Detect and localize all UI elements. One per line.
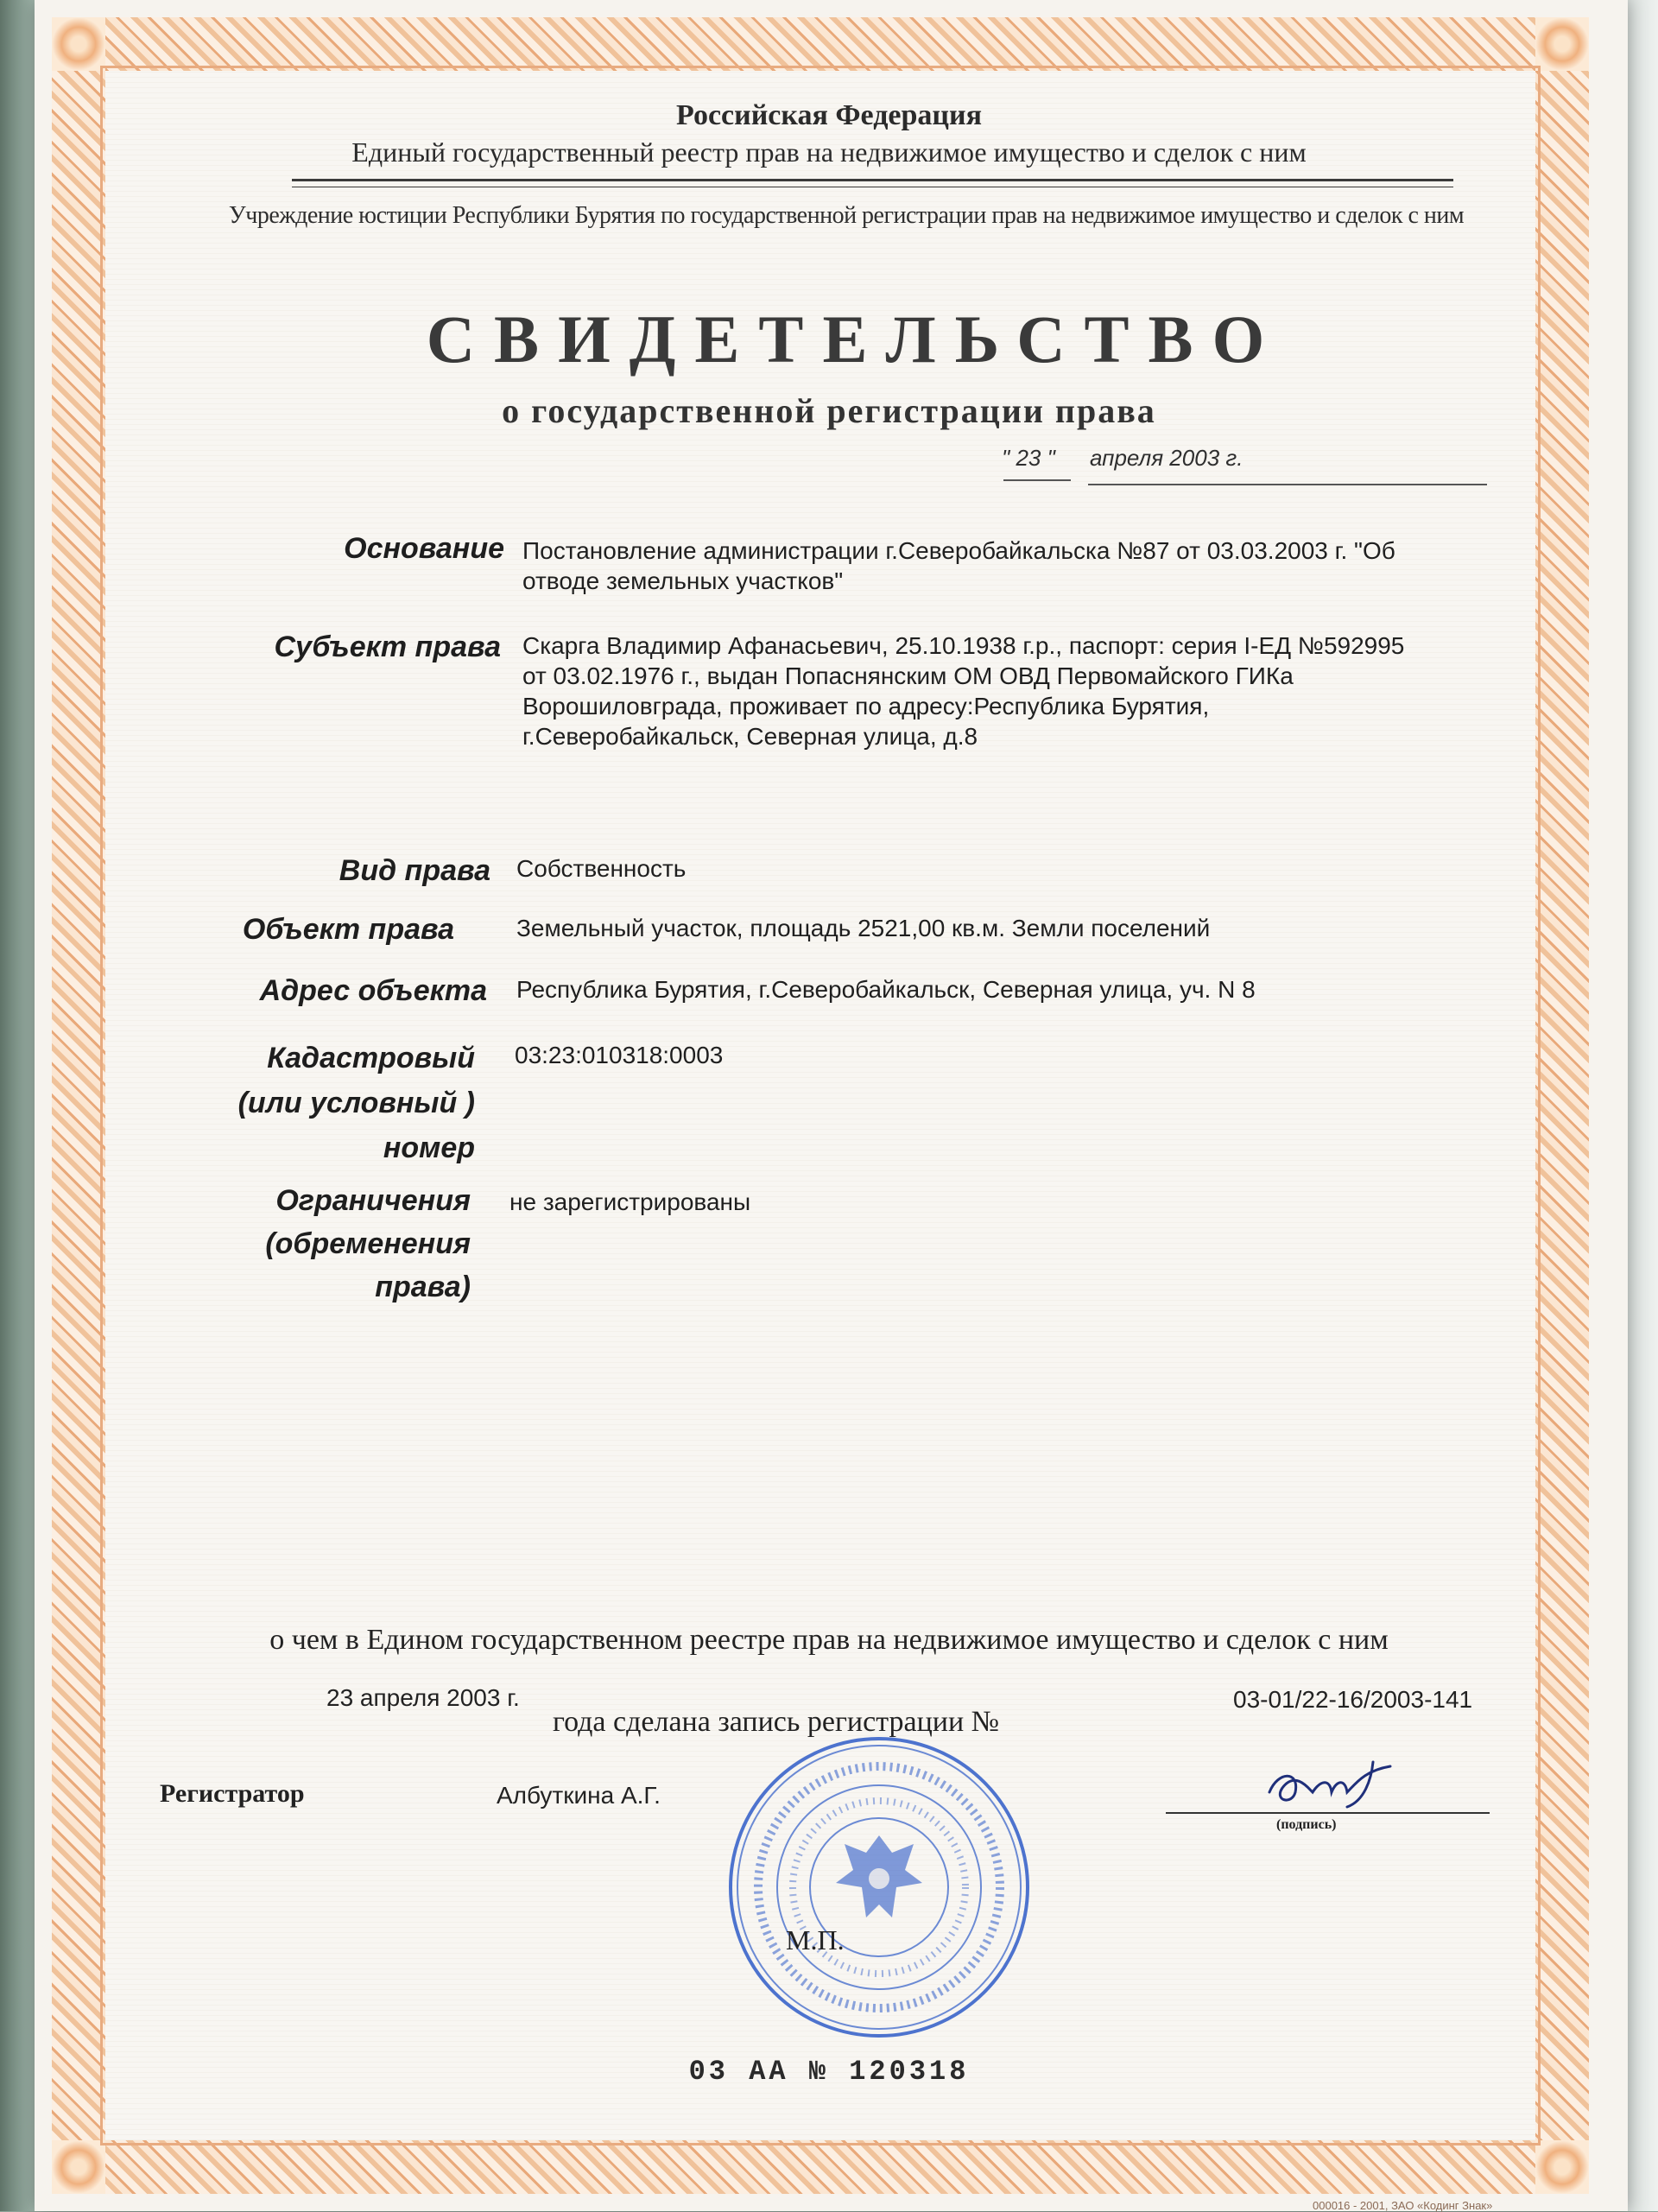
issue-day: " 23 " [1002,445,1055,471]
header-rule [292,179,1453,181]
field-value-basis: Постановление администрации г.Северобайкальска №87 от 03.03.2003 г. "Об отводе земельных участков" [522,537,1395,594]
field-value-cadastral: 03:23:010318:0003 [515,1042,724,1068]
registrar-signature [1261,1753,1408,1814]
signature-caption: (подпись) [1276,1817,1337,1832]
registrar-name: Албуткина А.Г. [497,1782,661,1809]
printer-imprint: 000016 - 2001, ЗАО «Кодинг Знак» [1313,2199,1493,2212]
field-label-object: Объект права [242,913,454,946]
field-label-encumbrances: Ограничения (обременения права) [265,1184,471,1303]
registrar-label: Регистратор [160,1779,305,1808]
field-label-basis: Основание [344,532,504,565]
corner-ornament [52,2140,105,2194]
field-value-encumbrances: не зарегистрированы [509,1188,751,1215]
document-subtitle: о государственной регистрации права [502,391,1156,430]
field-label-right-type: Вид права [339,854,490,887]
registry-heading: Единый государственный реестр прав на недвижимое имущество и сделок с ним [351,136,1307,168]
field-label-address: Адрес объекта [259,974,487,1007]
issue-date-underline [1088,484,1487,485]
stamp-place: М.П. [786,1924,845,1955]
field-value-right-type: Собственность [516,855,687,882]
signature-line [1166,1812,1490,1814]
field-value-subject: Скарга Владимир Афанасьевич, 25.10.1938 г.р., паспорт: серия I-ЕД №592995 от 03.02.1976 г., выдан Попаснянским ОМ ОВД Первомайского ГИКа Ворошиловграда, проживает по адресу:Республика Бурятия, г.Северобайкальск, Северная улица, д.8 [522,632,1405,750]
corner-ornament [1535,2140,1589,2194]
corner-ornament [1535,17,1589,71]
record-date: 23 апреля 2003 г. [326,1684,520,1711]
record-number: 03-01/22-16/2003-141 [1233,1686,1473,1713]
field-value-address: Республика Бурятия, г.Северобайкальск, Северная улица, уч. N 8 [516,976,1256,1003]
institution-heading: Учреждение юстиции Республики Бурятия по государственной регистрации прав на недвижимое имущество и сделок с ним [228,202,1465,229]
corner-ornament [52,17,105,71]
record-made-text: года сделана запись регистрации № [553,1706,1000,1738]
issue-month-year: апреля 2003 г. [1090,445,1244,471]
country-heading: Российская Федерация [676,99,982,131]
field-label-cadastral: Кадастровый (или условный ) номер [237,1042,475,1164]
field-value-object: Земельный участок, площадь 2521,00 кв.м. Земли поселений [516,915,1211,941]
issue-day-underline [1003,479,1071,481]
registry-statement: о чем в Едином государственном реестре прав на недвижимое имущество и сделок с ним [269,1624,1389,1656]
official-seal [724,1732,1035,2043]
document-title: СВИДЕТЕЛЬСТВО [426,301,1284,377]
serial-number: 03 АА № 120318 [688,2056,970,2088]
field-label-subject: Субъект права [274,631,501,663]
